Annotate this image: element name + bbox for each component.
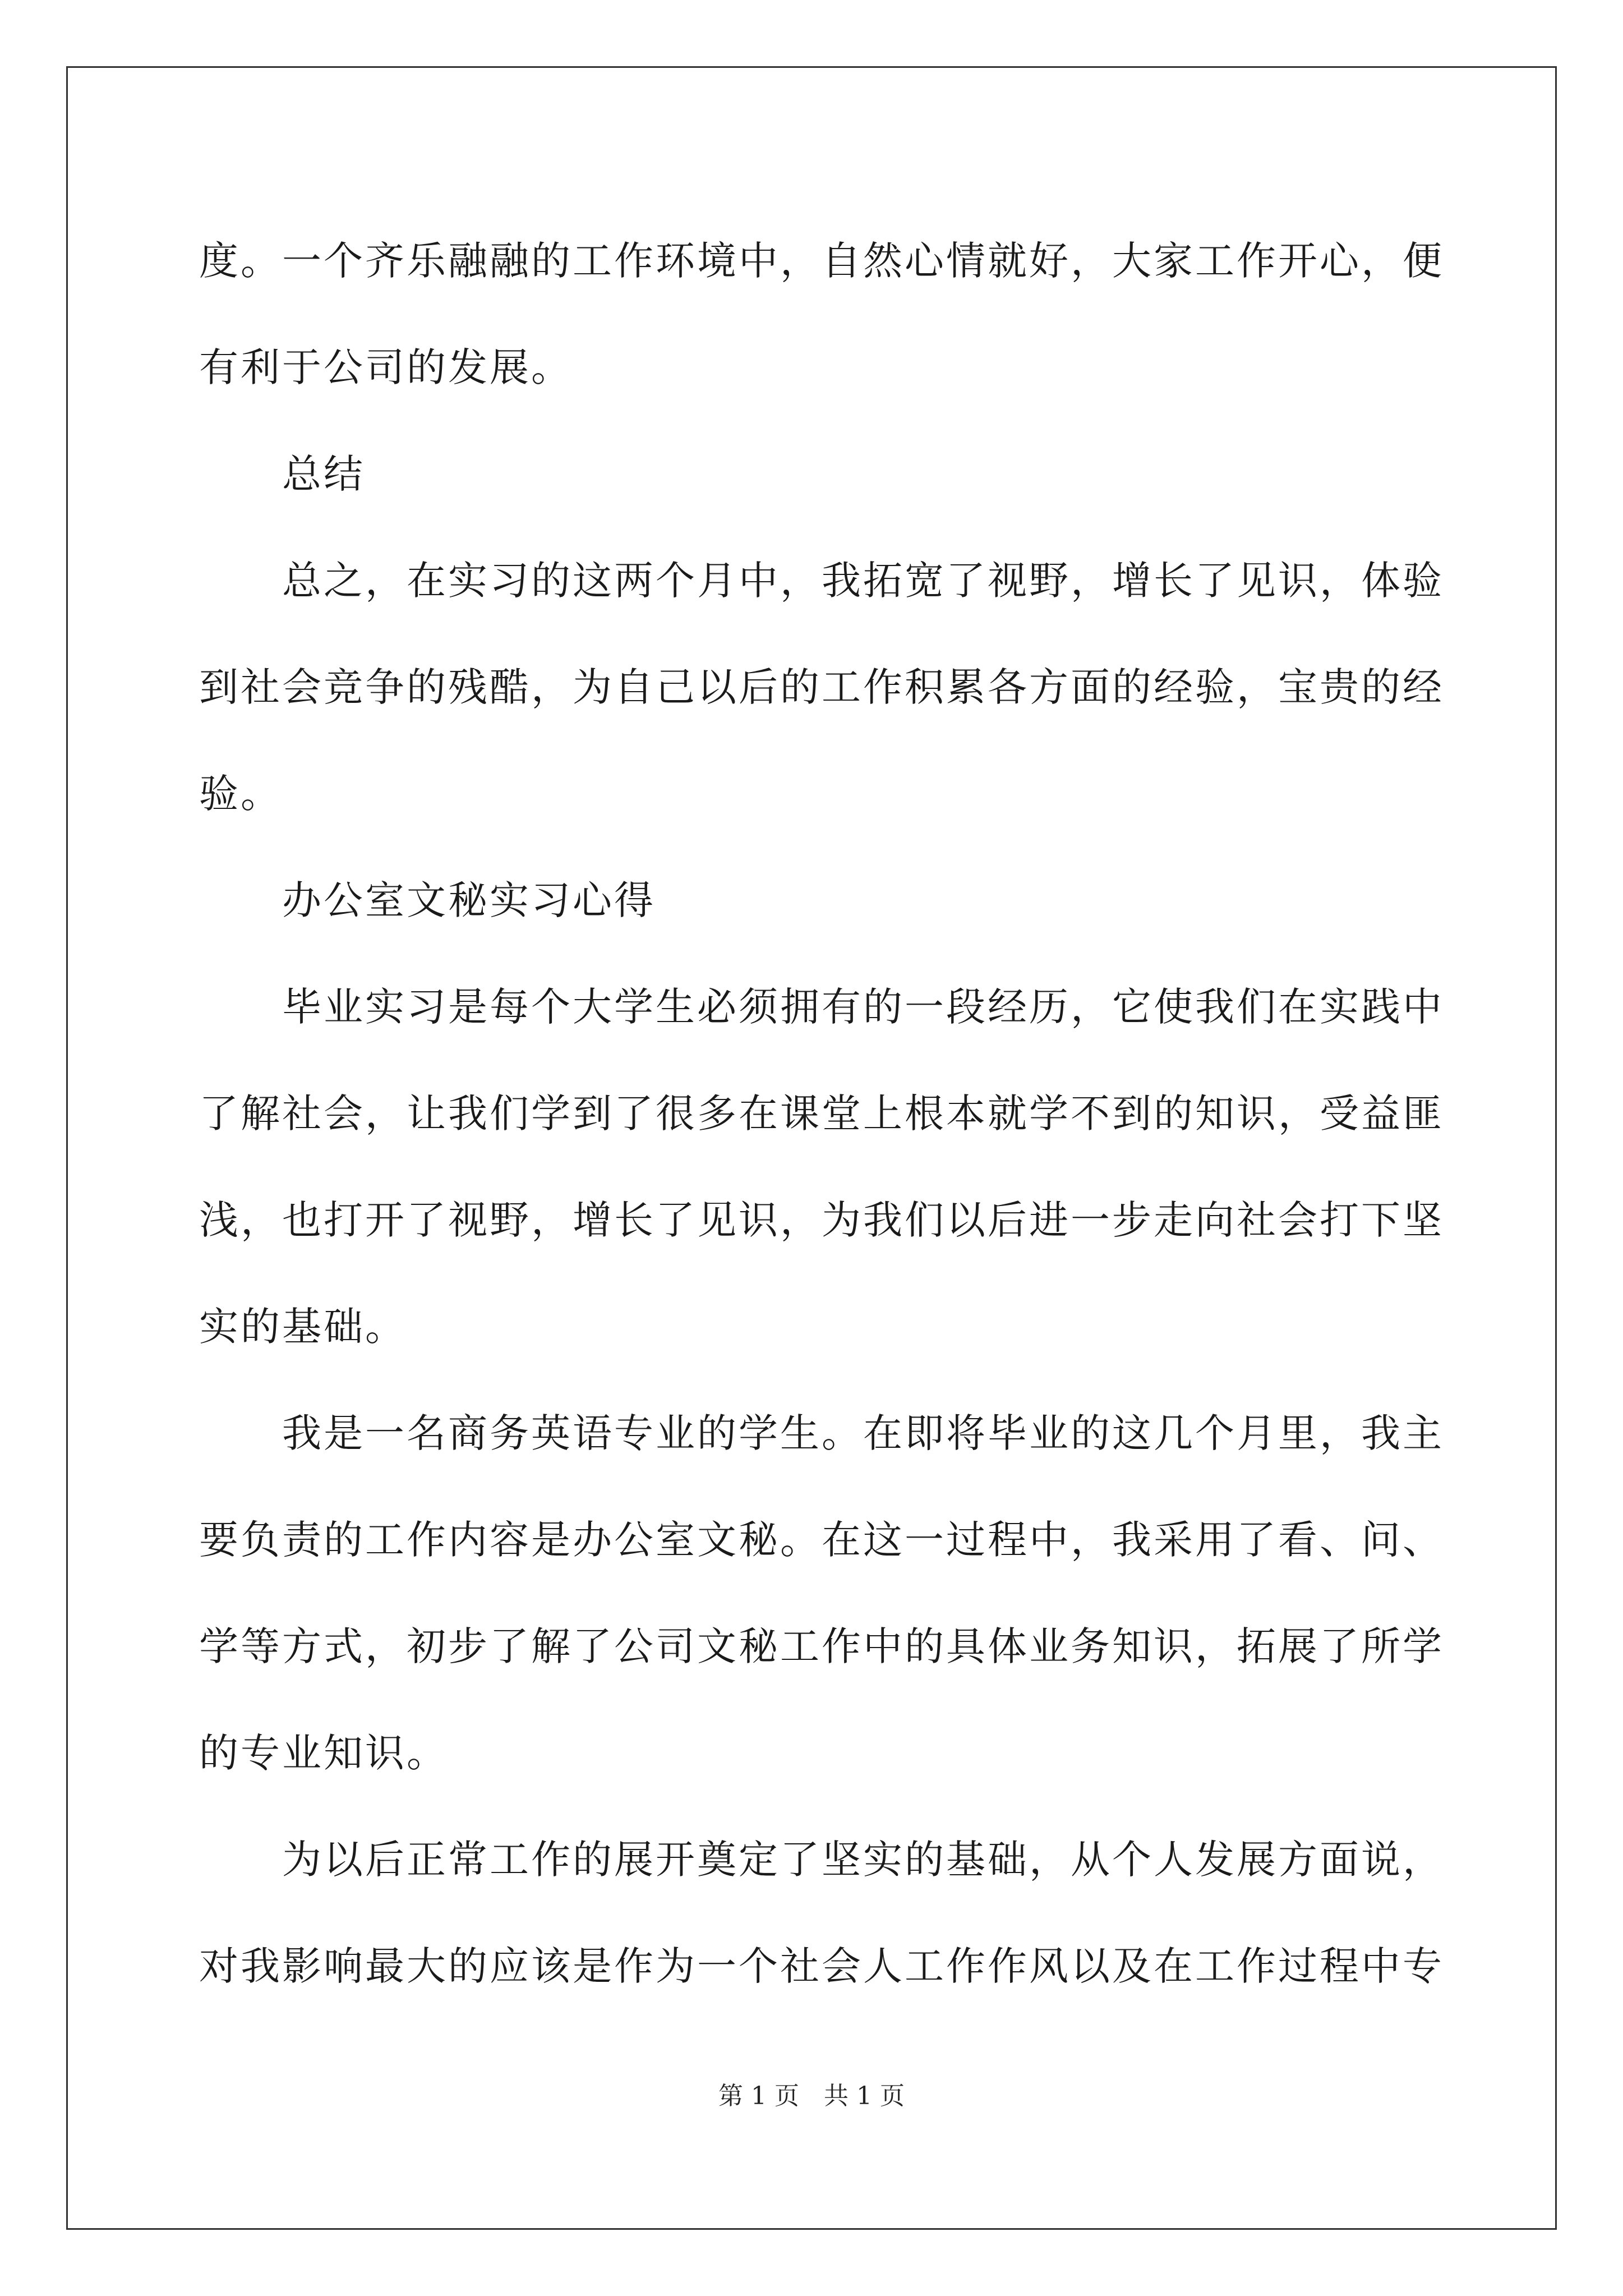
text-line: 我是一名商务英语专业的学生。在即将毕业的这几个月里，我主 <box>199 1410 1444 1456</box>
text-line: 总之，在实习的这两个月中，我拓宽了视野，增长了见识，体验 <box>199 558 1444 604</box>
text-line: 到社会竞争的残酷，为自己以后的工作积累各方面的经验，宝贵的经 <box>199 664 1444 710</box>
text-line: 实的基础。 <box>199 1304 407 1350</box>
text-line: 毕业实习是每个大学生必须拥有的一段经历，它使我们在实践中 <box>199 984 1444 1030</box>
text-line: 度。一个齐乐融融的工作环境中，自然心情就好，大家工作开心，便 <box>199 238 1444 284</box>
text-line: 为以后正常工作的展开奠定了坚实的基础，从个人发展方面说， <box>199 1837 1444 1883</box>
text-line: 了解社会，让我们学到了很多在课堂上根本就学不到的知识，受益匪 <box>199 1091 1444 1137</box>
section-heading: 总结 <box>199 451 365 497</box>
text-line: 浅，也打开了视野，增长了见识，为我们以后进一步走向社会打下坚 <box>199 1197 1444 1243</box>
text-line: 学等方式，初步了解了公司文秘工作中的具体业务知识，拓展了所学 <box>199 1623 1444 1669</box>
text-line: 的专业知识。 <box>199 1730 448 1776</box>
document-body <box>199 208 1444 2019</box>
text-line: 验。 <box>199 771 282 817</box>
text-line: 要负责的工作内容是办公室文秘。在这一过程中，我采用了看、问、 <box>199 1517 1444 1563</box>
text-line: 有利于公司的发展。 <box>199 344 573 390</box>
section-heading: 办公室文秘实习心得 <box>199 877 656 923</box>
page-footer: 第 1 页 共 1 页 <box>718 2082 905 2110</box>
text-line: 对我影响最大的应该是作为一个社会人工作作风以及在工作过程中专 <box>199 1943 1444 1989</box>
